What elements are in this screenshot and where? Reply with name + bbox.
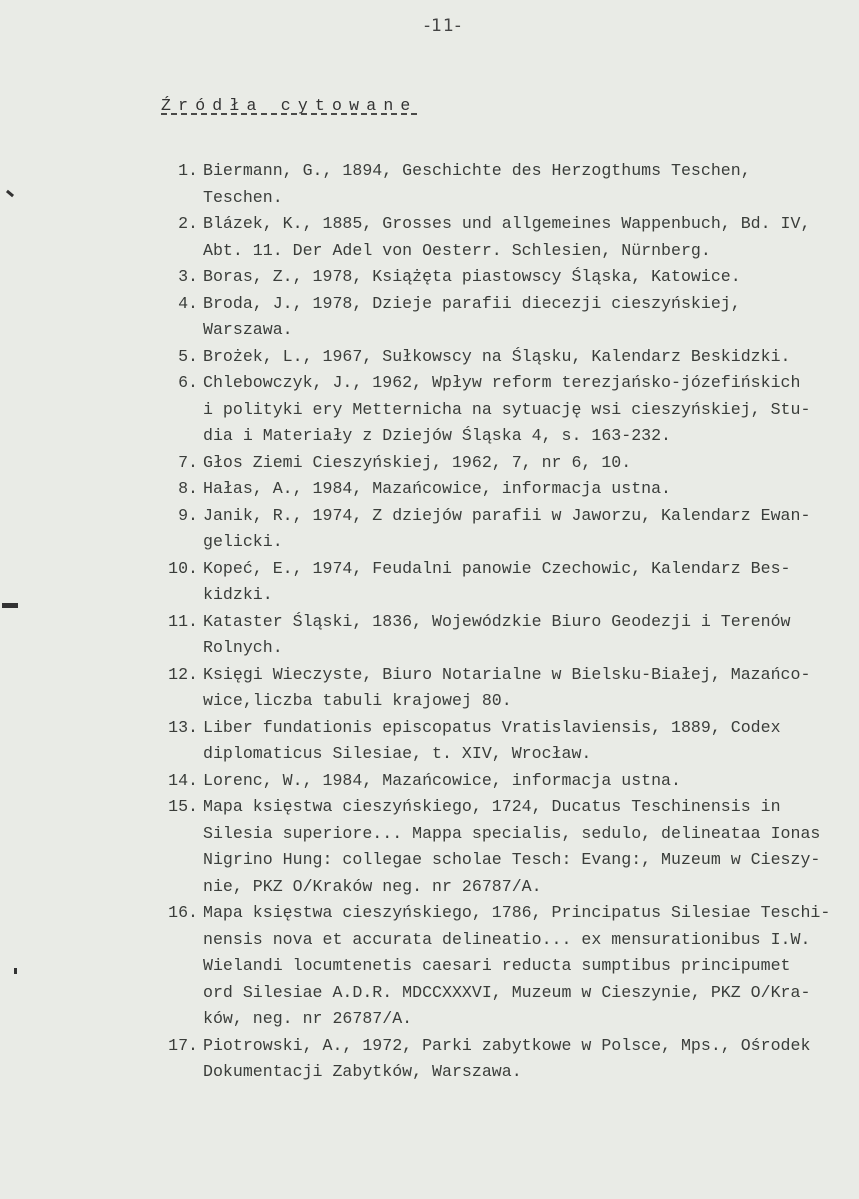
entry-line: gelicki. — [203, 532, 283, 551]
entry-line: Głos Ziemi Cieszyńskiej, 1962, 7, nr 6, 10. — [203, 452, 632, 472]
entry-line: i polityki ery Metternicha na sytuację wsi cieszyńskiej, Stu- — [203, 399, 811, 419]
entry-line: ków, neg. nr 26787/A. — [203, 1009, 413, 1028]
entry-line: Wielandi locumtenetis caesari reducta sumptibus principumet — [203, 956, 791, 975]
entry-number: 1. — [178, 161, 198, 180]
entry-line: diplomaticus Silesiae, t. XIV, Wrocław. — [203, 744, 592, 763]
entry-line: Kataster Śląski, 1836, Wojewódzkie Biuro Geodezji i Terenów — [203, 611, 791, 631]
entry-line: Piotrowski, A., 1972, Parki zabytkowe w Polsce, Mps., Ośrodek — [203, 1035, 811, 1055]
scan-mark — [6, 190, 14, 197]
list-item — [160, 609, 850, 662]
entry-line: Mapa księstwa cieszyńskiego, 1786, Principatus Silesiae Teschi- — [203, 903, 831, 922]
entry-line: Brożek, L., 1967, Sułkowscy na Śląsku, Kalendarz Beskidzki. — [203, 346, 791, 366]
entry-line: Warszawa. — [203, 320, 293, 339]
list-item — [160, 370, 850, 450]
entry-number: 5. — [178, 346, 198, 366]
list-item — [160, 264, 850, 291]
entry-line: Liber fundationis episcopatus Vratislaviensis, 1889, Codex — [203, 717, 781, 737]
entry-number: 9. — [178, 505, 198, 525]
entry-line: Biermann, G., 1894, Geschichte des Herzogthums Teschen, — [203, 161, 751, 180]
entry-number: 11. — [168, 611, 198, 631]
entry-number: 14. — [168, 770, 198, 790]
entry-line: Janik, R., 1974, Z dziejów parafii w Jaworzu, Kalendarz Ewan- — [203, 505, 811, 525]
entry-number: 16. — [168, 903, 198, 922]
entry-line: Dokumentacji Zabytków, Warszawa. — [203, 1062, 522, 1081]
list-item — [160, 1033, 850, 1086]
entry-line: Abt. 11. Der Adel von Oesterr. Schlesien, Nürnberg. — [203, 240, 711, 260]
list-item — [160, 344, 850, 371]
entry-line: Kopeć, E., 1974, Feudalni panowie Czechowic, Kalendarz Bes- — [203, 558, 791, 578]
entry-number: 10. — [168, 558, 198, 578]
entry-number: 13. — [168, 717, 198, 737]
list-item — [160, 158, 850, 211]
list-item — [160, 476, 850, 503]
list-item — [160, 291, 850, 344]
list-item — [160, 662, 850, 715]
entry-line: Broda, J., 1978, Dzieje parafii diecezji cieszyńskiej, — [203, 293, 741, 313]
entry-number: 6. — [178, 373, 198, 392]
bibliography-list — [160, 158, 850, 1086]
scan-mark — [14, 968, 17, 974]
page-title: Źródła cytowane — [161, 96, 418, 115]
entry-line: Nigrino Hung: collegae scholae Tesch: Evang:, Muzeum w Cieszy- — [203, 850, 821, 869]
entry-line: Mapa księstwa cieszyńskiego, 1724, Ducatus Teschinensis in — [203, 797, 781, 816]
entry-number: 4. — [178, 293, 198, 313]
list-item — [160, 768, 850, 795]
entry-line: Boras, Z., 1978, Książęta piastowscy Śląska, Katowice. — [203, 267, 741, 286]
entry-line: wice,liczba tabuli krajowej 80. — [203, 691, 512, 710]
entry-line: ord Silesiae A.D.R. MDCCXXXVI, Muzeum w Cieszynie, PKZ O/Kra- — [203, 982, 811, 1002]
entry-number: 15. — [168, 797, 198, 816]
entry-line: Hałas, A., 1984, Mazańcowice, informacja ustna. — [203, 479, 672, 498]
list-item — [160, 503, 850, 556]
entry-line: Lorenc, W., 1984, Mazańcowice, informacja ustna. — [203, 770, 681, 790]
entry-number: 2. — [178, 214, 198, 233]
list-item — [160, 715, 850, 768]
list-item — [160, 794, 850, 900]
entry-line: Rolnych. — [203, 638, 283, 657]
entry-number: 8. — [178, 479, 198, 498]
entry-line: dia i Materiały z Dziejów Śląska 4, s. 163-232. — [203, 426, 672, 445]
entry-line: Chlebowczyk, J., 1962, Wpływ reform terezjańsko-józefińskich — [203, 373, 801, 392]
entry-line: nie, PKZ O/Kraków neg. nr 26787/A. — [203, 876, 542, 896]
entry-line: Teschen. — [203, 187, 283, 207]
list-item — [160, 900, 850, 1033]
scan-mark — [2, 603, 18, 608]
entry-number: 17. — [168, 1035, 198, 1055]
list-item — [160, 211, 850, 264]
entry-line: Silesia superiore... Mappa specialis, sedulo, delineataa Ionas — [203, 823, 821, 843]
entry-line: kidzki. — [203, 585, 273, 604]
entry-number: 3. — [178, 267, 198, 286]
page-number: -11- — [424, 16, 462, 36]
entry-line: Księgi Wieczyste, Biuro Notarialne w Bielsku-Białej, Mazańco- — [203, 664, 811, 684]
entry-number: 12. — [168, 664, 198, 684]
entry-line: nensis nova et accurata delineatio... ex mensurationibus I.W. — [203, 929, 811, 949]
entry-line: Blázek, K., 1885, Grosses und allgemeines Wappenbuch, Bd. IV, — [203, 214, 811, 233]
entry-number: 7. — [178, 452, 198, 472]
list-item — [160, 556, 850, 609]
list-item — [160, 450, 850, 477]
